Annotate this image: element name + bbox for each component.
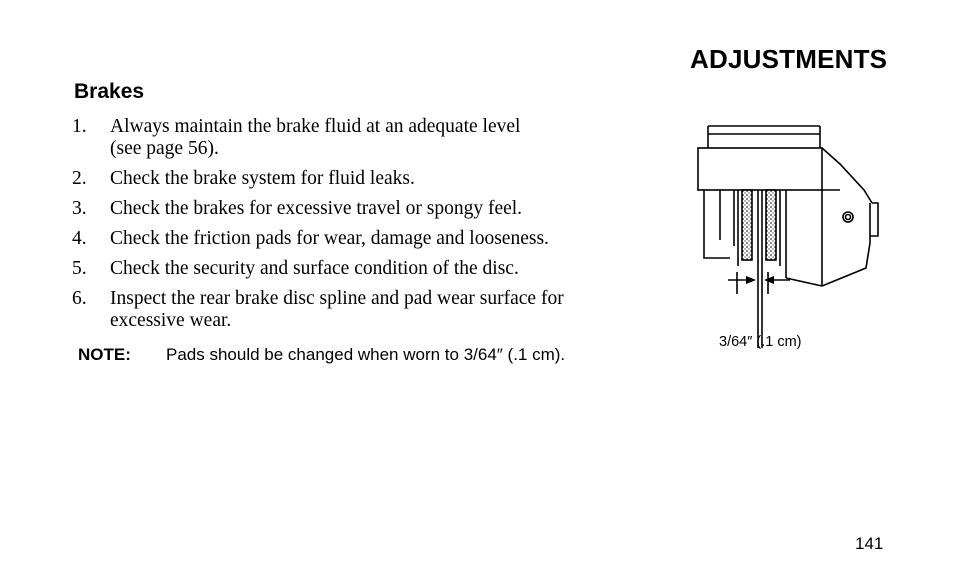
section-title: Brakes <box>74 80 145 103</box>
step-text-line: Always maintain the brake fluid at an adequate level <box>110 116 521 137</box>
note-label: NOTE: <box>78 345 131 364</box>
step-text-line: excessive wear. <box>110 310 232 331</box>
brake-caliper-figure <box>690 118 900 358</box>
step-text <box>110 288 662 332</box>
page-title: ADJUSTMENTS <box>690 44 888 74</box>
note <box>78 345 565 365</box>
step-text-line: Inspect the rear brake disc spline and pad wear surface for <box>110 288 564 309</box>
step-number: 1. <box>72 116 87 137</box>
bleeder-bolt-icon <box>843 212 853 222</box>
brake-pad <box>742 190 752 260</box>
list-item <box>72 168 662 190</box>
measurement-arrow-icon <box>764 276 774 284</box>
figure-caption: 3/64″ (.1 cm) <box>719 334 802 350</box>
measurement-arrow-icon <box>746 276 756 284</box>
step-text: Check the security and surface condition of the disc. <box>110 258 519 279</box>
brake-pad <box>766 190 776 260</box>
step-text: Check the brake system for fluid leaks. <box>110 168 415 189</box>
step-number: 5. <box>72 258 87 279</box>
step-number: 3. <box>72 198 87 219</box>
list-item <box>72 288 662 332</box>
step-number: 4. <box>72 228 87 249</box>
list-item <box>72 258 662 280</box>
step-text <box>110 116 662 160</box>
note-text: Pads should be changed when worn to 3/64″ (.1 cm). <box>166 345 566 364</box>
step-number: 2. <box>72 168 87 189</box>
step-text: Check the brakes for excessive travel or spongy feel. <box>110 198 523 219</box>
list-item <box>72 228 662 250</box>
brake-caliper-illustration <box>690 118 900 358</box>
list-item <box>72 198 662 220</box>
brake-steps-list <box>72 116 662 340</box>
step-text: Check the friction pads for wear, damage and looseness. <box>110 228 549 249</box>
caliper-housing <box>698 148 822 190</box>
step-text-line: (see page 56). <box>110 138 219 159</box>
step-number: 6. <box>72 288 87 309</box>
page-number: 141 <box>855 534 884 553</box>
list-item <box>72 116 662 160</box>
